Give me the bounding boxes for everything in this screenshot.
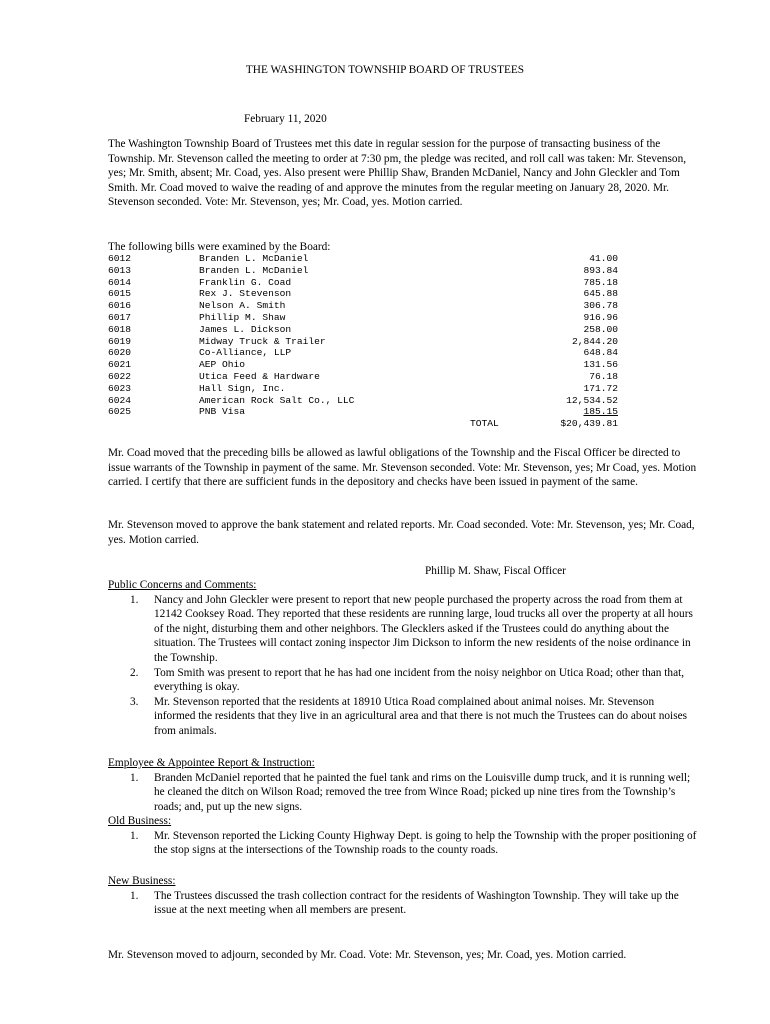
old-business-list [108, 829, 698, 858]
old-business-heading: Old Business: [108, 815, 172, 827]
item-text: The Trustees discussed the trash collection contract for the residents of Washington Township. They will take up the issue at the next meeting when all members are present. [154, 889, 679, 917]
bill-amount: 171.72 [583, 382, 618, 394]
item-text: Mr. Stevenson reported the Licking County Highway Dept. is going to help the Township with the proper positioning of the stop signs at the intersections of the Township roads to the county roads. [154, 829, 697, 857]
bill-payee: Franklin G. Coad [199, 276, 292, 288]
bill-payee: Nelson A. Smith [199, 300, 286, 312]
bill-row [108, 277, 618, 289]
total-label: TOTAL [470, 418, 499, 430]
bill-row [108, 300, 618, 312]
bill-number: 6016 [108, 300, 132, 312]
list-item [108, 593, 698, 666]
bills-motion-text: Mr. Coad moved that the preceding bills be allowed as lawful obligations of the Township and the Fiscal Officer be directed to issue warrants of the Township in payment of the same. Mr. Stevenson seconded. Vote: Mr. Stevenson, yes; Mr Coad, yes. Motion carried. I certify that there are sufficient funds in the depository and checks have been issued in payment of the same. [108, 447, 697, 489]
bill-row [108, 395, 618, 407]
bill-row [108, 406, 618, 418]
bill-amount: 645.88 [583, 288, 618, 300]
intro-paragraph [108, 137, 698, 210]
public-concerns-list [108, 593, 698, 739]
bill-payee: Branden L. McDaniel [199, 253, 309, 264]
bills-intro: The following bills were examined by the Board: [108, 241, 331, 253]
bill-number: 6024 [108, 394, 132, 406]
bill-amount: 893.84 [583, 264, 618, 276]
item-text: Tom Smith was present to report that he has had one incident from the noisy neighbor on Utica Road; other than that, everything is okay. [154, 666, 685, 694]
bill-number: 6020 [108, 347, 132, 359]
bill-number: 6014 [108, 276, 132, 288]
bill-payee: PNB Visa [199, 406, 246, 418]
bill-amount: 648.84 [583, 347, 618, 359]
item-text: Mr. Stevenson reported that the residents at 18910 Utica Road complained about animal noises. Mr. Stevenson informed the residents that they live in an agricultural area and that there is not much the Trustees can do about noises from animals. [154, 695, 688, 737]
bill-amount: 785.18 [583, 276, 618, 288]
bill-row [108, 347, 618, 359]
list-item [108, 829, 698, 858]
bill-number: 6019 [108, 335, 132, 347]
bill-amount: 916.96 [583, 311, 618, 323]
item-text: Nancy and John Gleckler were present to report that new people purchased the property across the road from them at 12142 Cooksey Road. They reported that these residents are running large, loud trucks all over the property at all hours of the night, disturbing them and other neighbors. The Glecklers asked if the Trustees could do anything about the situation. The Trustees will contact zoning inspector Jim Dickson to inform the new residents of the noise ordinance in the Township. [154, 593, 693, 664]
bill-row [108, 359, 618, 371]
bill-number: 6021 [108, 359, 132, 371]
bill-row [108, 324, 618, 336]
bill-row [108, 253, 618, 265]
bill-amount: 41.00 [589, 253, 618, 264]
bill-payee: Phillip M. Shaw [199, 311, 286, 323]
bills-motion-paragraph [108, 446, 698, 490]
bill-payee: James L. Dickson [199, 323, 292, 335]
bill-number: 6022 [108, 370, 132, 382]
employee-report-list [108, 771, 698, 815]
item-number: 1. [130, 889, 139, 902]
bill-amount: 76.18 [589, 370, 618, 382]
bill-amount: 185.15 [583, 406, 618, 418]
bill-number: 6018 [108, 323, 132, 335]
public-concerns-section [108, 578, 698, 739]
bill-row [108, 371, 618, 383]
bill-row [108, 265, 618, 277]
bills-total-row [108, 418, 618, 430]
intro-text: The Washington Township Board of Trustees met this date in regular session for the purpose of transacting business of the Township. Mr. Stevenson called the meeting to order at 7:30 pm, the pledge was recited, and roll call was taken: Mr. Stevenson, yes; Mr. Smith, absent; Mr. Coad, yes. Also present were Phillip Shaw, Branden McDaniel, Nancy and John Gleckler and Tom Smith. Mr. Coad moved to waive the reading of and approve the minutes from the regular meeting on January 28, 2020. Mr. Stevenson seconded. Vote: Mr. Stevenson, yes; Mr. Coad, yes. Motion carried. [108, 138, 687, 209]
item-number: 3. [130, 695, 139, 708]
meeting-date: February 11, 2020 [244, 113, 327, 125]
adjourn-paragraph [108, 948, 698, 963]
item-number: 1. [130, 771, 139, 784]
list-item [108, 889, 698, 918]
new-business-heading: New Business: [108, 875, 176, 887]
bank-motion-text: Mr. Stevenson moved to approve the bank statement and related reports. Mr. Coad seconded. Vote: Mr. Stevenson, yes; Mr. Coad, yes. Motion carried. [108, 519, 695, 546]
employee-report-heading: Employee & Appointee Report & Instruction: [108, 757, 315, 769]
employee-report-section [108, 756, 698, 814]
public-concerns-heading: Public Concerns and Comments: [108, 579, 257, 591]
bill-payee: Midway Truck & Trailer [199, 335, 326, 347]
item-number: 1. [130, 593, 139, 606]
list-item [108, 695, 698, 739]
bill-row [108, 312, 618, 324]
bank-motion-paragraph [108, 518, 698, 547]
item-text: Branden McDaniel reported that he painted the fuel tank and rims on the Louisville dump truck, and it is running well; he cleaned the ditch on Wilson Road; removed the tree from Wince Road; picked up nine tires from the Township’s roads; and, put up the new signs. [154, 771, 691, 813]
fiscal-officer-signature: Phillip M. Shaw, Fiscal Officer [425, 565, 566, 577]
old-business-section [108, 814, 698, 858]
new-business-list [108, 889, 698, 918]
bill-row [108, 288, 618, 300]
bill-amount: 131.56 [583, 359, 618, 371]
list-item [108, 771, 698, 815]
bill-payee: Utica Feed & Hardware [199, 370, 320, 382]
total-amount: $20,439.81 [560, 418, 618, 430]
bill-number: 6015 [108, 288, 132, 300]
bill-number: 6025 [108, 406, 132, 418]
bill-amount: 258.00 [583, 323, 618, 335]
bill-amount: 2,844.20 [571, 335, 618, 347]
new-business-section [108, 874, 698, 918]
item-number: 1. [130, 829, 139, 842]
bills-table [108, 253, 618, 430]
bill-number: 6017 [108, 311, 132, 323]
bill-amount: 12,534.52 [566, 394, 618, 406]
bills-rows [108, 253, 618, 418]
bill-number: 6012 [108, 253, 132, 264]
bill-payee: Co-Alliance, LLP [199, 347, 292, 359]
bill-number: 6013 [108, 264, 132, 276]
list-item [108, 666, 698, 695]
bill-payee: AEP Ohio [199, 359, 246, 371]
bill-payee: Rex J. Stevenson [199, 288, 292, 300]
bill-number: 6023 [108, 382, 132, 394]
bill-payee: Hall Sign, Inc. [199, 382, 286, 394]
item-number: 2. [130, 666, 139, 679]
bill-payee: American Rock Salt Co., LLC [199, 394, 355, 406]
bill-payee: Branden L. McDaniel [199, 264, 309, 276]
bill-row [108, 336, 618, 348]
bill-row [108, 383, 618, 395]
bill-amount: 306.78 [583, 300, 618, 312]
adjourn-text: Mr. Stevenson moved to adjourn, seconded by Mr. Coad. Vote: Mr. Stevenson, yes; Mr. Coad, yes. Motion carried. [108, 949, 627, 961]
document-title: THE WASHINGTON TOWNSHIP BOARD OF TRUSTEES [245, 64, 525, 76]
